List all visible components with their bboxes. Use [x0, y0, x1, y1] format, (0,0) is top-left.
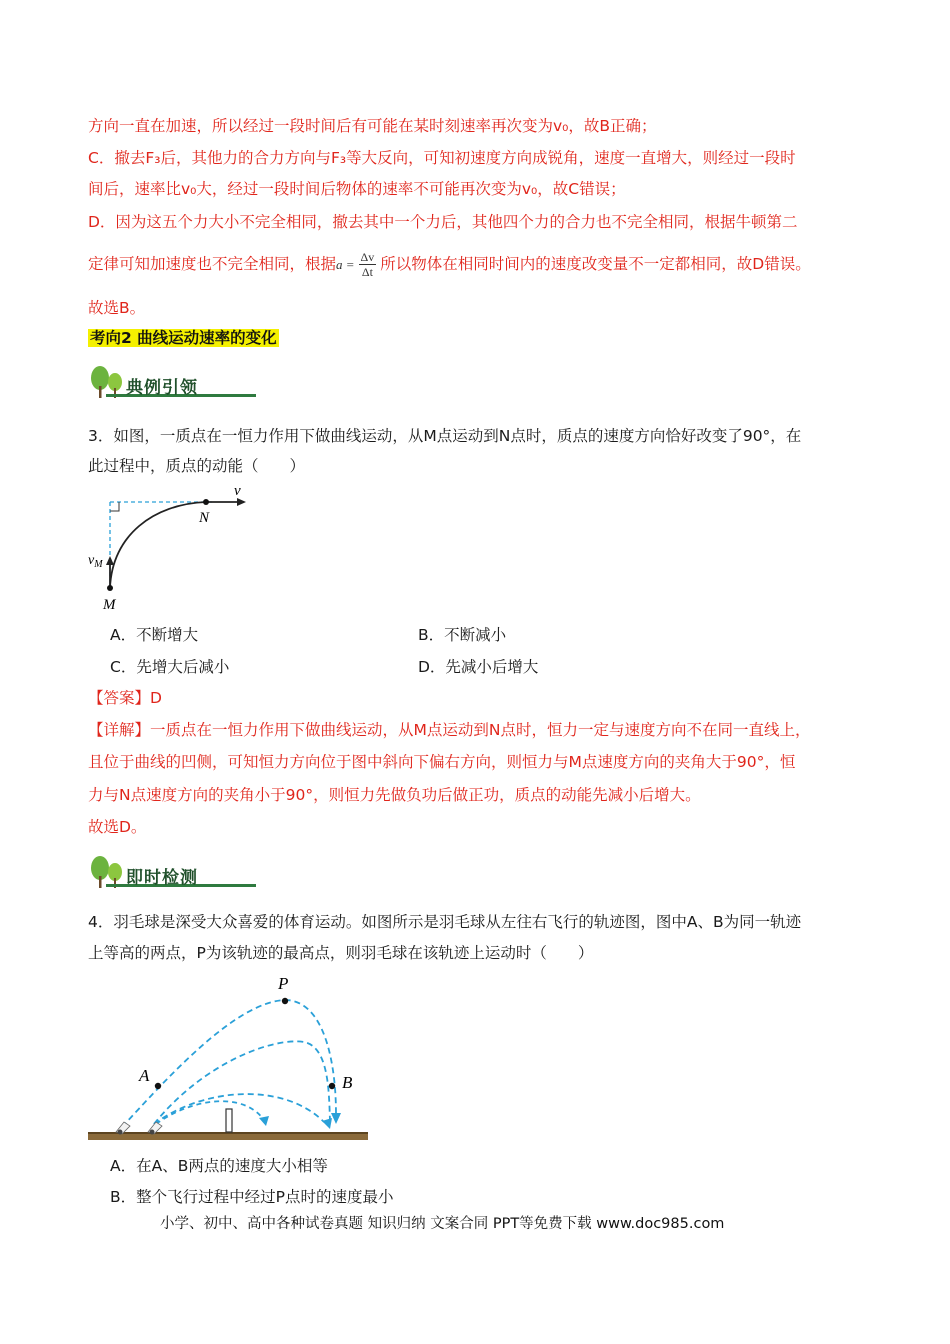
text-segment: 定律可知加速度也不完全相同，根据: [88, 255, 337, 273]
section-heading: [88, 328, 279, 348]
text-line: D．因为这五个力大小不完全相同，撤去其中一个力后，其他四个力的合力也不完全相同，根据牛顿第二: [88, 213, 798, 231]
label-n: N: [199, 510, 210, 526]
label-vm-sub: M: [94, 559, 103, 570]
question-3-line: 此过程中，质点的动能（ ）: [88, 457, 306, 475]
footer-ad: 小学、初中、高中各种试卷真题 知识归纳 文案合同 PPT等免费下载 www.doc985.com: [160, 1216, 725, 1232]
point-m: [107, 585, 113, 591]
net-post: [226, 1109, 232, 1132]
label-m: M: [103, 597, 116, 610]
point-a: [155, 1083, 161, 1089]
text-line: C．撤去F₃后，其他力的合力方向与F₃等大反向，可知初速度方向成锐角，速度一直增大，则经过一段时: [88, 149, 796, 167]
text-segment: 所以物体在相同时间内的速度改变量不一定都相同，故D错误。: [380, 255, 811, 273]
question-4-line: 4．羽毛球是深受大众喜爱的体育运动。如图所示是羽毛球从左往右飞行的轨迹图，图中A、B为同一轨迹: [88, 913, 802, 931]
right-angle-mark: [110, 502, 119, 511]
option-d: D．先减小后增大: [418, 658, 539, 676]
banner-example: [88, 364, 248, 404]
label-p: P: [278, 974, 289, 993]
question-3-line: 3．如图，一质点在一恒力作用下做曲线运动，从M点运动到N点时，质点的速度方向恰好改变了90°，在: [88, 427, 802, 445]
detail-line: 故选D。: [88, 818, 147, 836]
option-a: A．在A、B两点的速度大小相等: [110, 1157, 328, 1175]
question-4-line: 上等高的两点，P为该轨迹的最高点，则羽毛球在该轨迹上运动时（ ）: [88, 944, 594, 962]
fraction: [359, 250, 377, 279]
trajectory-low: [154, 1094, 324, 1124]
text-line: 方向一直在加速，所以经过一段时间后有可能在某时刻速率再次变为v₀，故B正确；: [88, 117, 657, 135]
arrow-icon: [322, 1118, 332, 1129]
arrow-right-icon: [237, 498, 246, 506]
text-line: 间后，速率比v₀大，经过一段时间后物体的速率不可能再次变为v₀，故C错误；: [88, 180, 626, 198]
banner-check: [88, 854, 248, 894]
arrow-up-icon: [106, 556, 114, 565]
trajectory-high: [122, 1000, 336, 1127]
trajectory-curve: [110, 502, 206, 588]
point-n: [203, 499, 209, 505]
detail-line: 且位于曲线的凹侧，可知恒力方向位于图中斜向下偏右方向，则恒力与M点速度方向的夹角大于90°，恒: [88, 753, 796, 771]
detail-line: 【详解】一质点在一恒力作用下做曲线运动，从M点运动到N点时，恒力一定与速度方向不在同一直线上，: [88, 721, 811, 739]
detail-line: 力与N点速度方向的夹角小于90°，则恒力先做负功后做正功，质点的动能先减小后增大。: [88, 786, 701, 804]
text-line: 故选B。: [88, 299, 146, 317]
option-a: A．不断增大: [110, 626, 199, 644]
fraction-denominator: Δt: [361, 265, 373, 279]
trajectory-mid: [154, 1041, 330, 1124]
text-line-formula: [88, 250, 811, 279]
banner-label: 典例引领: [126, 378, 198, 398]
label-v: v: [234, 483, 241, 499]
point-b: [329, 1083, 335, 1089]
option-b: B．整个飞行过程中经过P点时的速度最小: [110, 1188, 394, 1206]
formula-var: a =: [336, 257, 355, 272]
highlighted-heading: 考向2 曲线运动速率的变化: [90, 329, 277, 347]
banner-label: 即时检测: [126, 868, 198, 888]
badminton-trajectory-diagram: [84, 972, 374, 1142]
option-b: B．不断减小: [418, 626, 507, 644]
fraction-numerator: Δv: [360, 250, 375, 264]
arrow-icon: [259, 1116, 269, 1126]
label-a: A: [139, 1066, 150, 1085]
label-b: B: [342, 1073, 353, 1092]
label-vm-main: v: [88, 553, 95, 568]
option-c: C．先增大后减小: [110, 658, 230, 676]
label-vm: [88, 553, 103, 570]
point-p: [282, 998, 288, 1004]
answer-line: 【答案】D: [88, 689, 162, 707]
arrow-down-icon: [331, 1113, 341, 1124]
curve-motion-diagram: [84, 480, 264, 610]
